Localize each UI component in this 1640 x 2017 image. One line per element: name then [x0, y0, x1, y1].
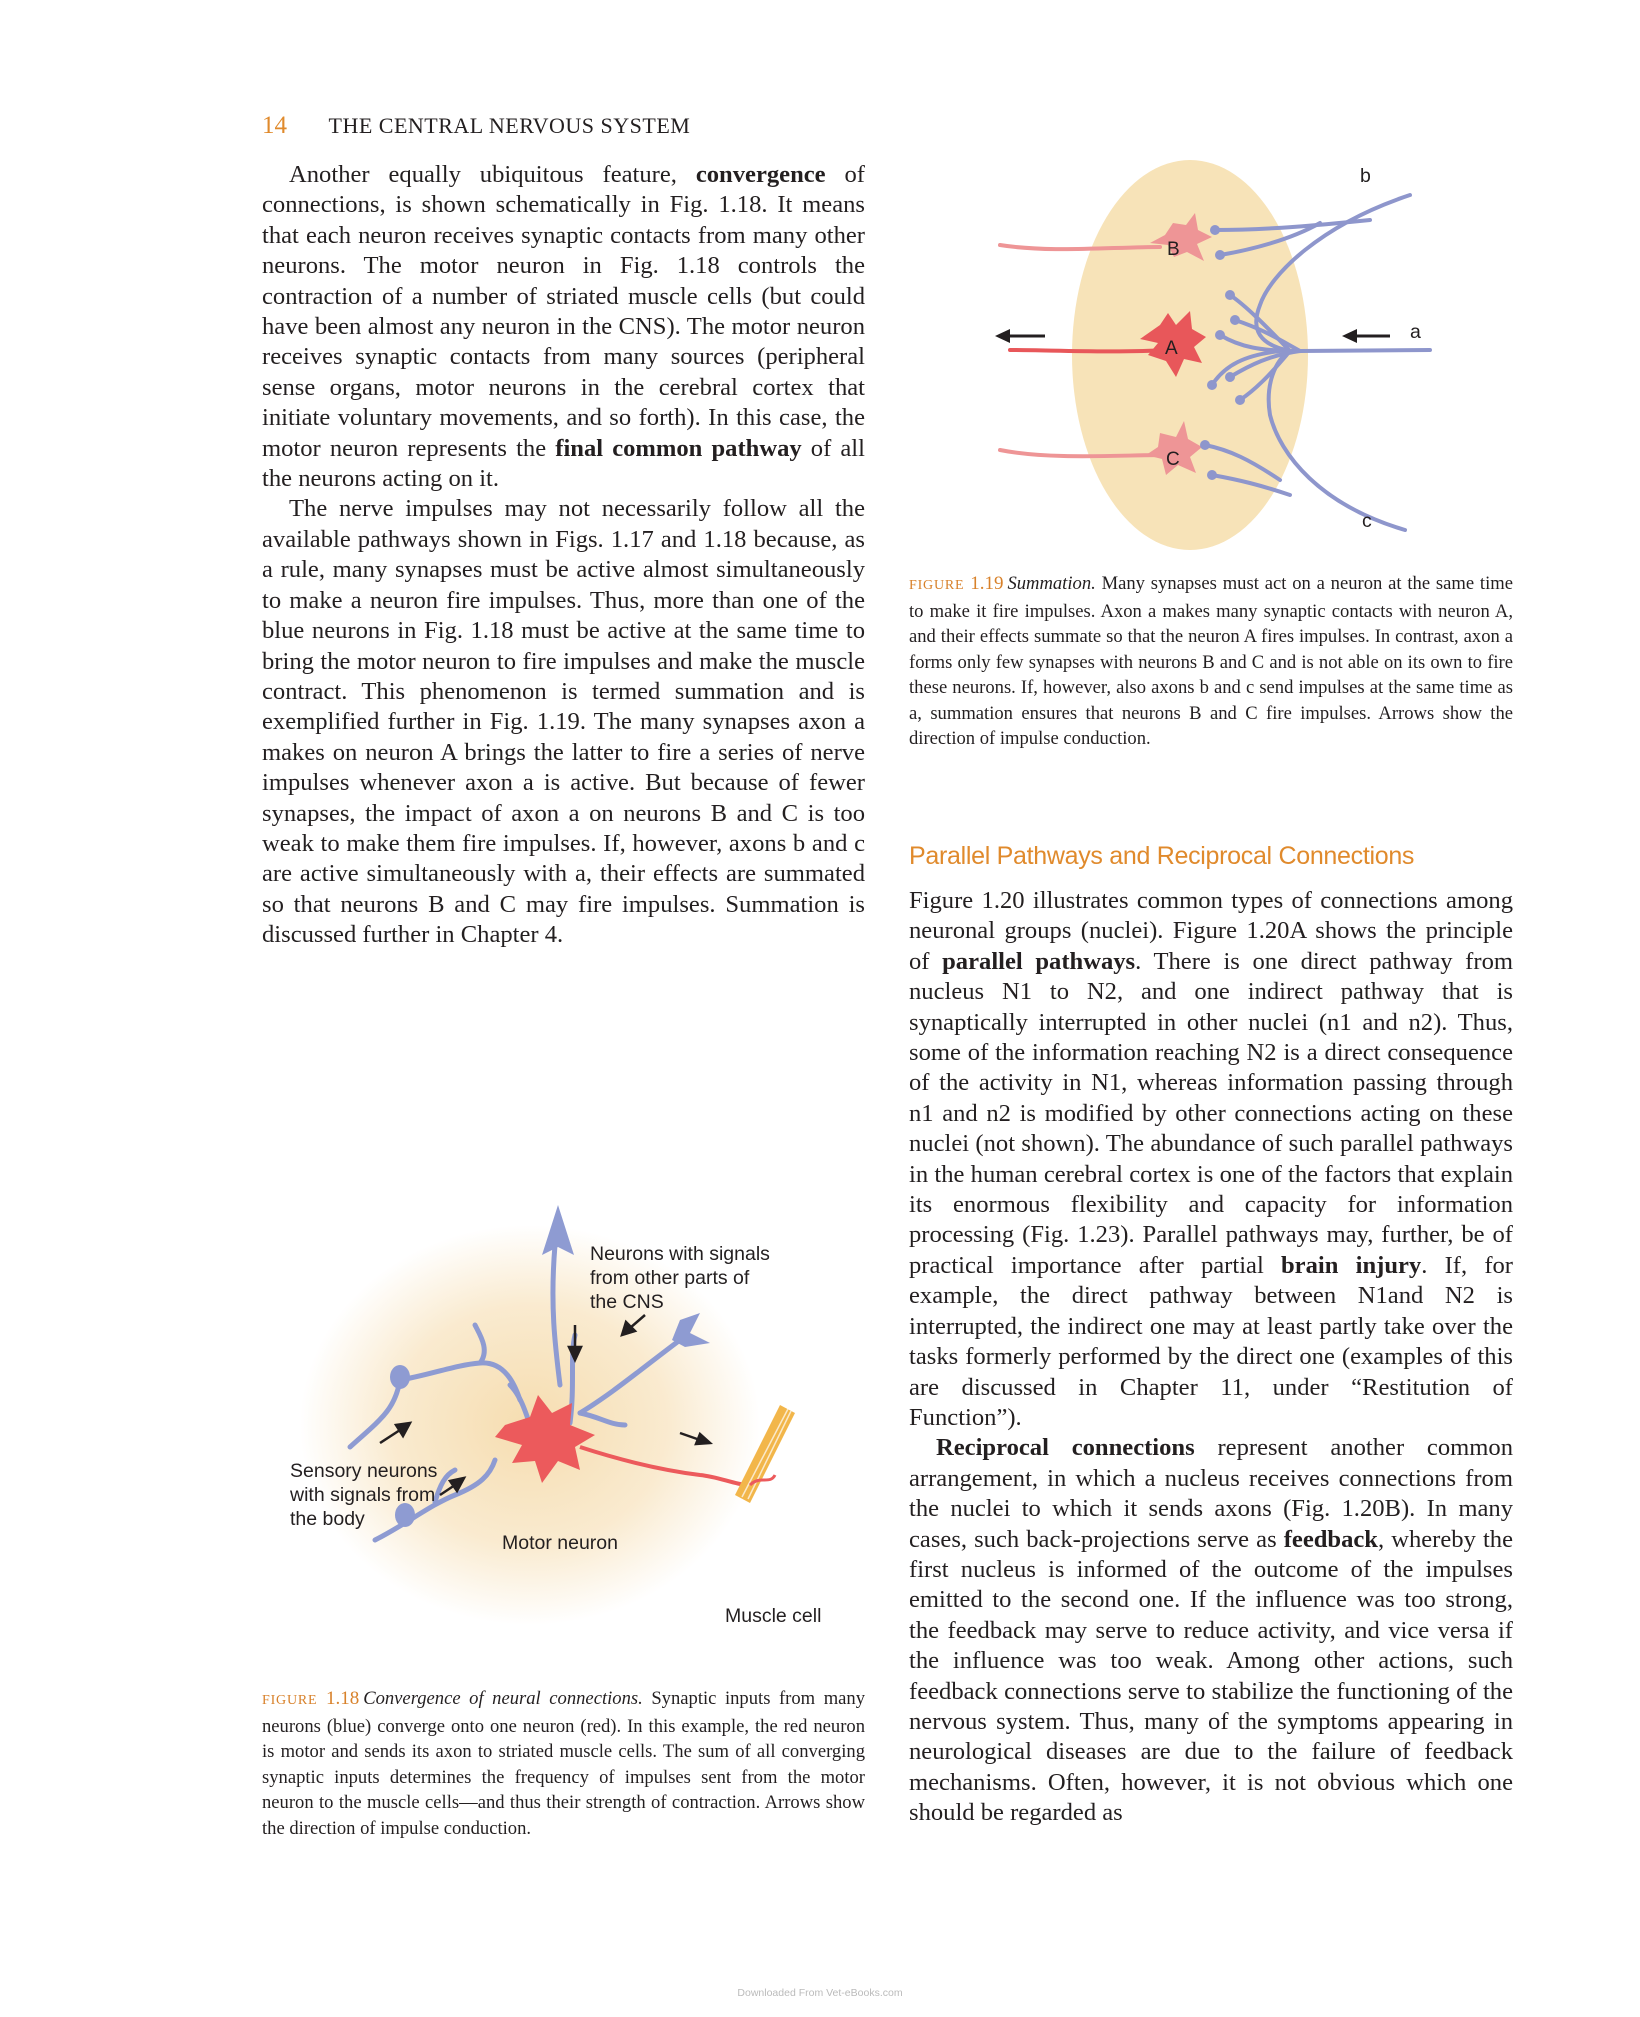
- figure-title: Summation.: [1007, 573, 1096, 594]
- label-signals-line3: the CNS: [590, 1291, 664, 1313]
- figure-number: 1.19: [970, 573, 1004, 594]
- label-axon-b: b: [1360, 165, 1371, 187]
- bold-term: Reciprocal connections: [936, 1434, 1195, 1462]
- text-run: . There is one direct pathway from nucleus N1 to N2, and one indirect pathway that is synaptically interrupted in other nuclei (n1 and n2). Thus, some of the information reaching N2 is a direct consequence of the activity in N1, whereas information passing through n1 and n2 is modified by other connections acting on these nuclei (not shown). The abundance of such parallel pathways in the human cerebral cortex is one of the factors that explain its enormous flexibility and capacity for information processing (Fig. 1.23). Parallel pathways may, further, be of practical importance after partial: [909, 947, 1513, 1279]
- page-number: 14: [262, 112, 287, 139]
- text-run: of all the neurons acting on it.: [262, 434, 865, 493]
- running-title: THE CENTRAL NERVOUS SYSTEM: [328, 113, 691, 138]
- caption-text: Many synapses must act on a neuron at the same time to make it fire impulses. Axon a makes many synaptic contacts with neuron A, and their effects summate so that the neuron A fires impulses. In contrast, axon a forms only few synapses with neurons B and C and is not able on its own to fire these neurons. If, however, also axons b and c send impulses at the same time as a, summation ensures that neurons B and C fire impulses. Arrows show the direction of impulse conduction.: [909, 573, 1513, 749]
- figure-label: FIGURE: [262, 1693, 318, 1708]
- bold-term: brain injury: [1281, 1251, 1422, 1279]
- figure-label: FIGURE: [909, 578, 965, 593]
- label-b: B: [1167, 239, 1180, 260]
- figure-1-18-convergence: [280, 1185, 860, 1645]
- footer-watermark: Downloaded From Vet-eBooks.com: [737, 1987, 903, 1999]
- figure-number: 1.18: [325, 1688, 360, 1709]
- running-header: [262, 112, 690, 140]
- bold-term: final common pathway: [555, 434, 802, 462]
- right-column-text: [909, 886, 1513, 1829]
- label-signals-line2: from other parts of: [590, 1267, 750, 1289]
- label-sensory-line3: the body: [290, 1508, 365, 1530]
- label-axon-a: a: [1410, 321, 1421, 343]
- paragraph: [909, 886, 1513, 1433]
- section-heading: Parallel Pathways and Reciprocal Connections: [909, 842, 1415, 870]
- label-sensory-line2: with signals from: [290, 1484, 436, 1506]
- caption-text: Synaptic inputs from many neurons (blue) converge onto one neuron (red). In this example, the red neuron is motor and sends its axon to striated muscle cells. The sum of all converging synaptic inputs determines the frequency of impulses sent from the motor neuron to the muscle cells—and thus their strength of contraction. Arrows show the direction of impulse conduction.: [262, 1688, 866, 1839]
- arrow-into-a-icon: [1342, 329, 1390, 343]
- left-column-text: [262, 160, 865, 951]
- figure-1-19-summation: [990, 155, 1450, 555]
- bold-term: parallel pathways: [942, 947, 1136, 975]
- label-a: A: [1165, 338, 1178, 359]
- figure-1-18-caption: [262, 1686, 865, 1841]
- text-run: , whereby the first nucleus is informed of the outcome of the impulses emitted to the second one. If the influence was too strong, the feedback may serve to reduce activity, and vice versa if the influence was too weak. Among other actions, such feedback connections serve to stabilize the functioning of the nervous system. Thus, many of the symptoms appearing in neurological diseases are due to the failure of feedback mechanisms. Often, however, it is not obvious which one should be regarded as: [909, 1525, 1513, 1827]
- text-run: represent another common arrangement, in which a nucleus receives connections from the nuclei to which it sends axons (Fig. 1.20B). In many cases, such back-projections serve as: [909, 1434, 1513, 1553]
- text-run: of connections, is shown schematically in Fig. 1.18. It means that each neuron receives synaptic contacts from many other neurons. The motor neuron in Fig. 1.18 controls the contraction of a number of striated muscle cells (but could have been almost any neuron in the CNS). The motor neuron receives synaptic contacts from many sources (peripheral sense organs, motor neurons in the cerebral cortex that initiate voluntary movements, and so forth). In this case, the motor neuron represents the: [262, 161, 865, 462]
- figure-title: Convergence of neural connections.: [363, 1688, 643, 1709]
- label-c: C: [1166, 449, 1180, 470]
- bold-term: feedback: [1283, 1525, 1378, 1553]
- text-run: Figure 1.20 illustrates common types of connections among neuronal groups (nuclei). Figure 1.20A shows the principle of: [909, 887, 1513, 975]
- label-motor-neuron: Motor neuron: [502, 1532, 618, 1554]
- paragraph: [262, 160, 865, 494]
- arrow-left-icon: [995, 329, 1045, 343]
- label-axon-c: c: [1362, 510, 1372, 532]
- label-muscle-cell: Muscle cell: [725, 1605, 822, 1627]
- figure-1-19-caption: [909, 571, 1513, 752]
- paragraph: [909, 1433, 1513, 1828]
- label-sensory-line1: Sensory neurons: [290, 1460, 438, 1482]
- text-run: Another equally ubiquitous feature,: [289, 161, 696, 188]
- label-signals-line1: Neurons with signals: [590, 1243, 770, 1265]
- paragraph: The nerve impulses may not necessarily follow all the available pathways shown in Figs. 1.17 and 1.18 because, as a rule, many synapses must be active almost simultaneously to make a neuron fire impulses. Thus, more than one of the blue neurons in Fig. 1.18 must be active at the same time to bring the motor neuron to fire impulses and make the muscle contract. This phenomenon is termed summation and is exemplified further in Fig. 1.19. The many synapses axon a makes on neuron A brings the latter to fire a series of nerve impulses whenever axon a is active. But because of fewer synapses, the impact of axon a on neurons B and C is too weak to make them fire impulses. If, however, axons b and c are active simultaneously with a, their effects are summated so that neurons B and C may fire impulses. Summation is discussed further in Chapter 4.: [262, 495, 865, 949]
- bold-term: convergence: [695, 161, 826, 188]
- text-run: . If, for example, the direct pathway between N1and N2 is interrupted, the indirect one may at least partly take over the tasks formerly performed by the direct one (examples of this are discussed in Chapter 11, under “Restitution of Function”).: [909, 1251, 1513, 1431]
